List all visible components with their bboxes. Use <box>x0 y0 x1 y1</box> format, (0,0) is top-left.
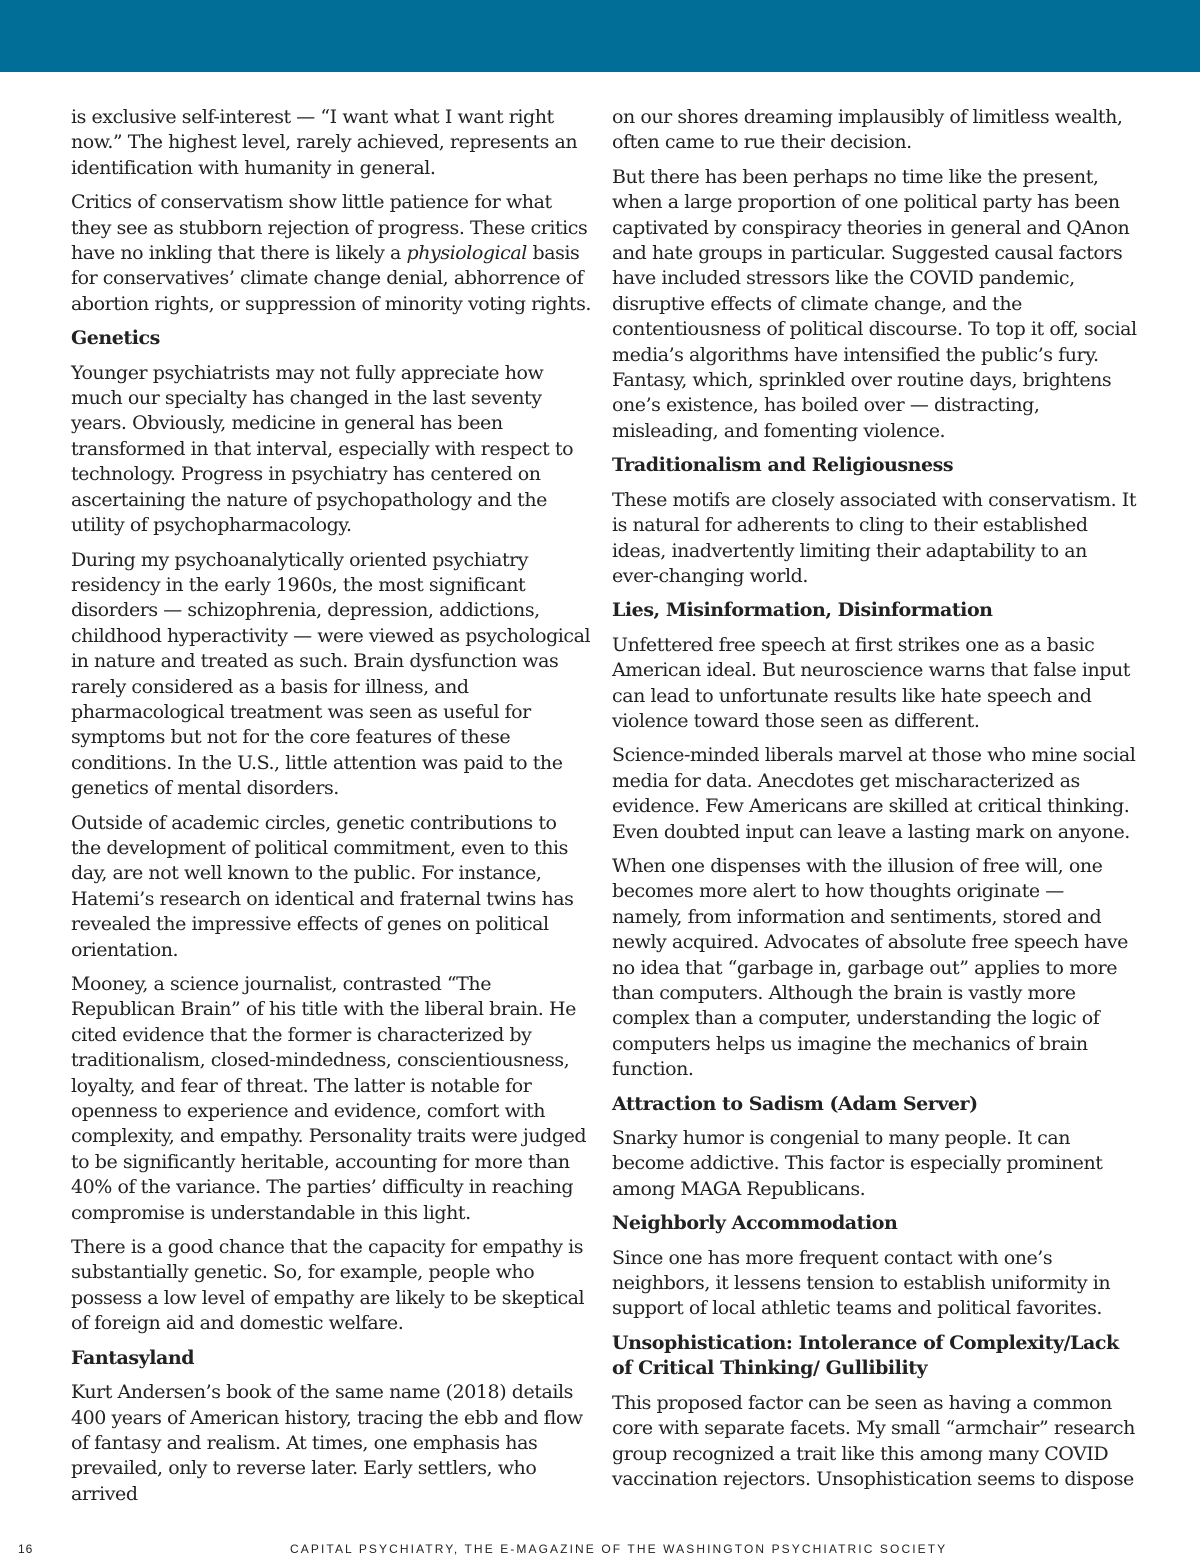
paragraph: on our shores dreaming implausibly of limitless wealth, often came to rue their decision. <box>612 106 1123 154</box>
paragraph: There is a good chance that the capacity for empathy is substantially genetic. So, for example, people who possess a low level of empathy are likely to be skeptical of foreign aid and domestic welfare. <box>71 1236 585 1335</box>
paragraph: But there has been perhaps no time like the present, when a large proportion of one political party has been captivated by conspiracy theories in general and QAnon and hate groups in particular. Suggested causal factors have included stressors like the COVID pandemic, disruptive effects of climate change, and the contentiousness of political discourse. To top it off, social media’s algorithms have intensified the public’s fury. Fantasy, which, sprinkled over routine days, brightens one’s existence, has boiled over — distracting, misleading, and fomenting violence. <box>612 165 1137 442</box>
publication-title: CAPITAL PSYCHIATRY, THE E-MAGAZINE OF THE WASHINGTON PSYCHIATRIC SOCIETY <box>290 1542 948 1556</box>
paragraph: This proposed factor can be seen as having a common core with separate facets. My small “armchair” research group recognized a trait like this among many COVID vaccination rejectors. Unsophistication seems to dispose <box>612 1391 1135 1490</box>
paragraph: Snarky humor is congenial to many people. It can become addictive. This factor is especially prominent among MAGA Republicans. <box>612 1127 1103 1200</box>
section-heading: Fantasyland <box>71 1346 195 1369</box>
paragraph: Outside of academic circles, genetic contributions to the development of political commitment, even to this day, are not well known to the public. For instance, Hatemi’s research on identical and fraternal twins has revealed the impressive effects of genes on political orientation. <box>71 811 574 961</box>
paragraph: These motifs are closely associated with conservatism. It is natural for adherents to cling to their established ideas, inadvertently limiting their adaptability to an ever-changing world. <box>612 488 1137 587</box>
section-heading: Unsophistication: Intolerance of Complexity/Lack of Critical Thinking/ Gullibility <box>612 1331 1119 1380</box>
paragraph: Critics of conservatism show little patience for what they see as stubborn rejection of progress. These critics have no inkling that there is likely a physiological basis for conservatives’ climate change denial, abhorrence of abortion rights, or suppression of minority voting rights. <box>71 191 592 315</box>
section-heading: Genetics <box>71 327 160 350</box>
paragraph: Unfettered free speech at first strikes one as a basic American ideal. But neuroscience warns that false input can lead to unfortunate results like hate speech and violence toward those seen as different. <box>612 633 1130 732</box>
section-heading: Neighborly Accommodation <box>612 1212 898 1235</box>
paragraph: Since one has more frequent contact with one’s neighbors, it lessens tension to establish uniformity in support of local athletic teams and political favorites. <box>612 1246 1111 1320</box>
paragraph: Younger psychiatrists may not fully appreciate how much our specialty has changed in the last seventy years. Obviously, medicine in general has been transformed in that interval, especially with respect to technology. Progress in psychiatry has centered on ascertaining the nature of psychopathology and the utility of psychopharmacology. <box>71 361 574 537</box>
page-footer <box>0 1542 1200 1560</box>
emphasis: physiological <box>406 242 527 265</box>
section-heading: Attraction to Sadism (Adam Server) <box>612 1092 978 1115</box>
paragraph: Mooney, a science journalist, contrasted “The Republican Brain” of his title with the liberal brain. He cited evidence that the former is characterized by traditionalism, closed-mindedness, conscientiousness, loyalty, and fear of threat. The latter is notable for openness to experience and evidence, comfort with complexity, and empathy. Personality traits were judged to be significantly heritable, accounting for more than 40% of the variance. The parties’ difficulty in reaching compromise is understandable in this light. <box>71 973 587 1224</box>
section-heading: Lies, Misinformation, Disinformation <box>612 599 993 622</box>
paragraph: During my psychoanalytically oriented psychiatry residency in the early 1960s, the most significant disorders — schizophrenia, depression, addictions, childhood hyperactivity — were viewed as psychological in nature and treated as such. Brain dysfunction was rarely considered as a basis for illness, and pharmacological treatment was seen as useful for symptoms but not for the core features of these conditions. In the U.S., little attention was paid to the genetics of mental disorders. <box>71 548 591 800</box>
section-heading: Traditionalism and Religiousness <box>612 454 954 477</box>
paragraph: Science-minded liberals marvel at those who mine social media for data. Anecdotes get mischaracterized as evidence. Few Americans are skilled at critical thinking. Even doubted input can leave a lasting mark on anyone. <box>612 744 1136 843</box>
paragraph: is exclusive self-interest — “I want what I want right now.” The highest level, rarely achieved, represents an identification with humanity in general. <box>71 106 578 179</box>
article-column-left <box>71 105 591 1516</box>
paragraph: When one dispenses with the illusion of free will, one becomes more alert to how thoughts originate — namely, from information and sentiments, stored and newly acquired. Advocates of absolute free speech have no idea that “garbage in, garbage out” applies to more than computers. Although the brain is vastly more complex than a computer, understanding the logic of computers helps us imagine the mechanics of brain function. <box>612 854 1128 1081</box>
article-column-right <box>612 105 1137 1501</box>
page-number: 16 <box>18 1542 34 1556</box>
paragraph: Kurt Andersen’s book of the same name (2018) details 400 years of American history, tracing the ebb and flow of fantasy and realism. At times, one emphasis has prevailed, only to reverse later. Early settlers, who arrived <box>71 1381 583 1505</box>
header-band <box>0 0 1200 72</box>
